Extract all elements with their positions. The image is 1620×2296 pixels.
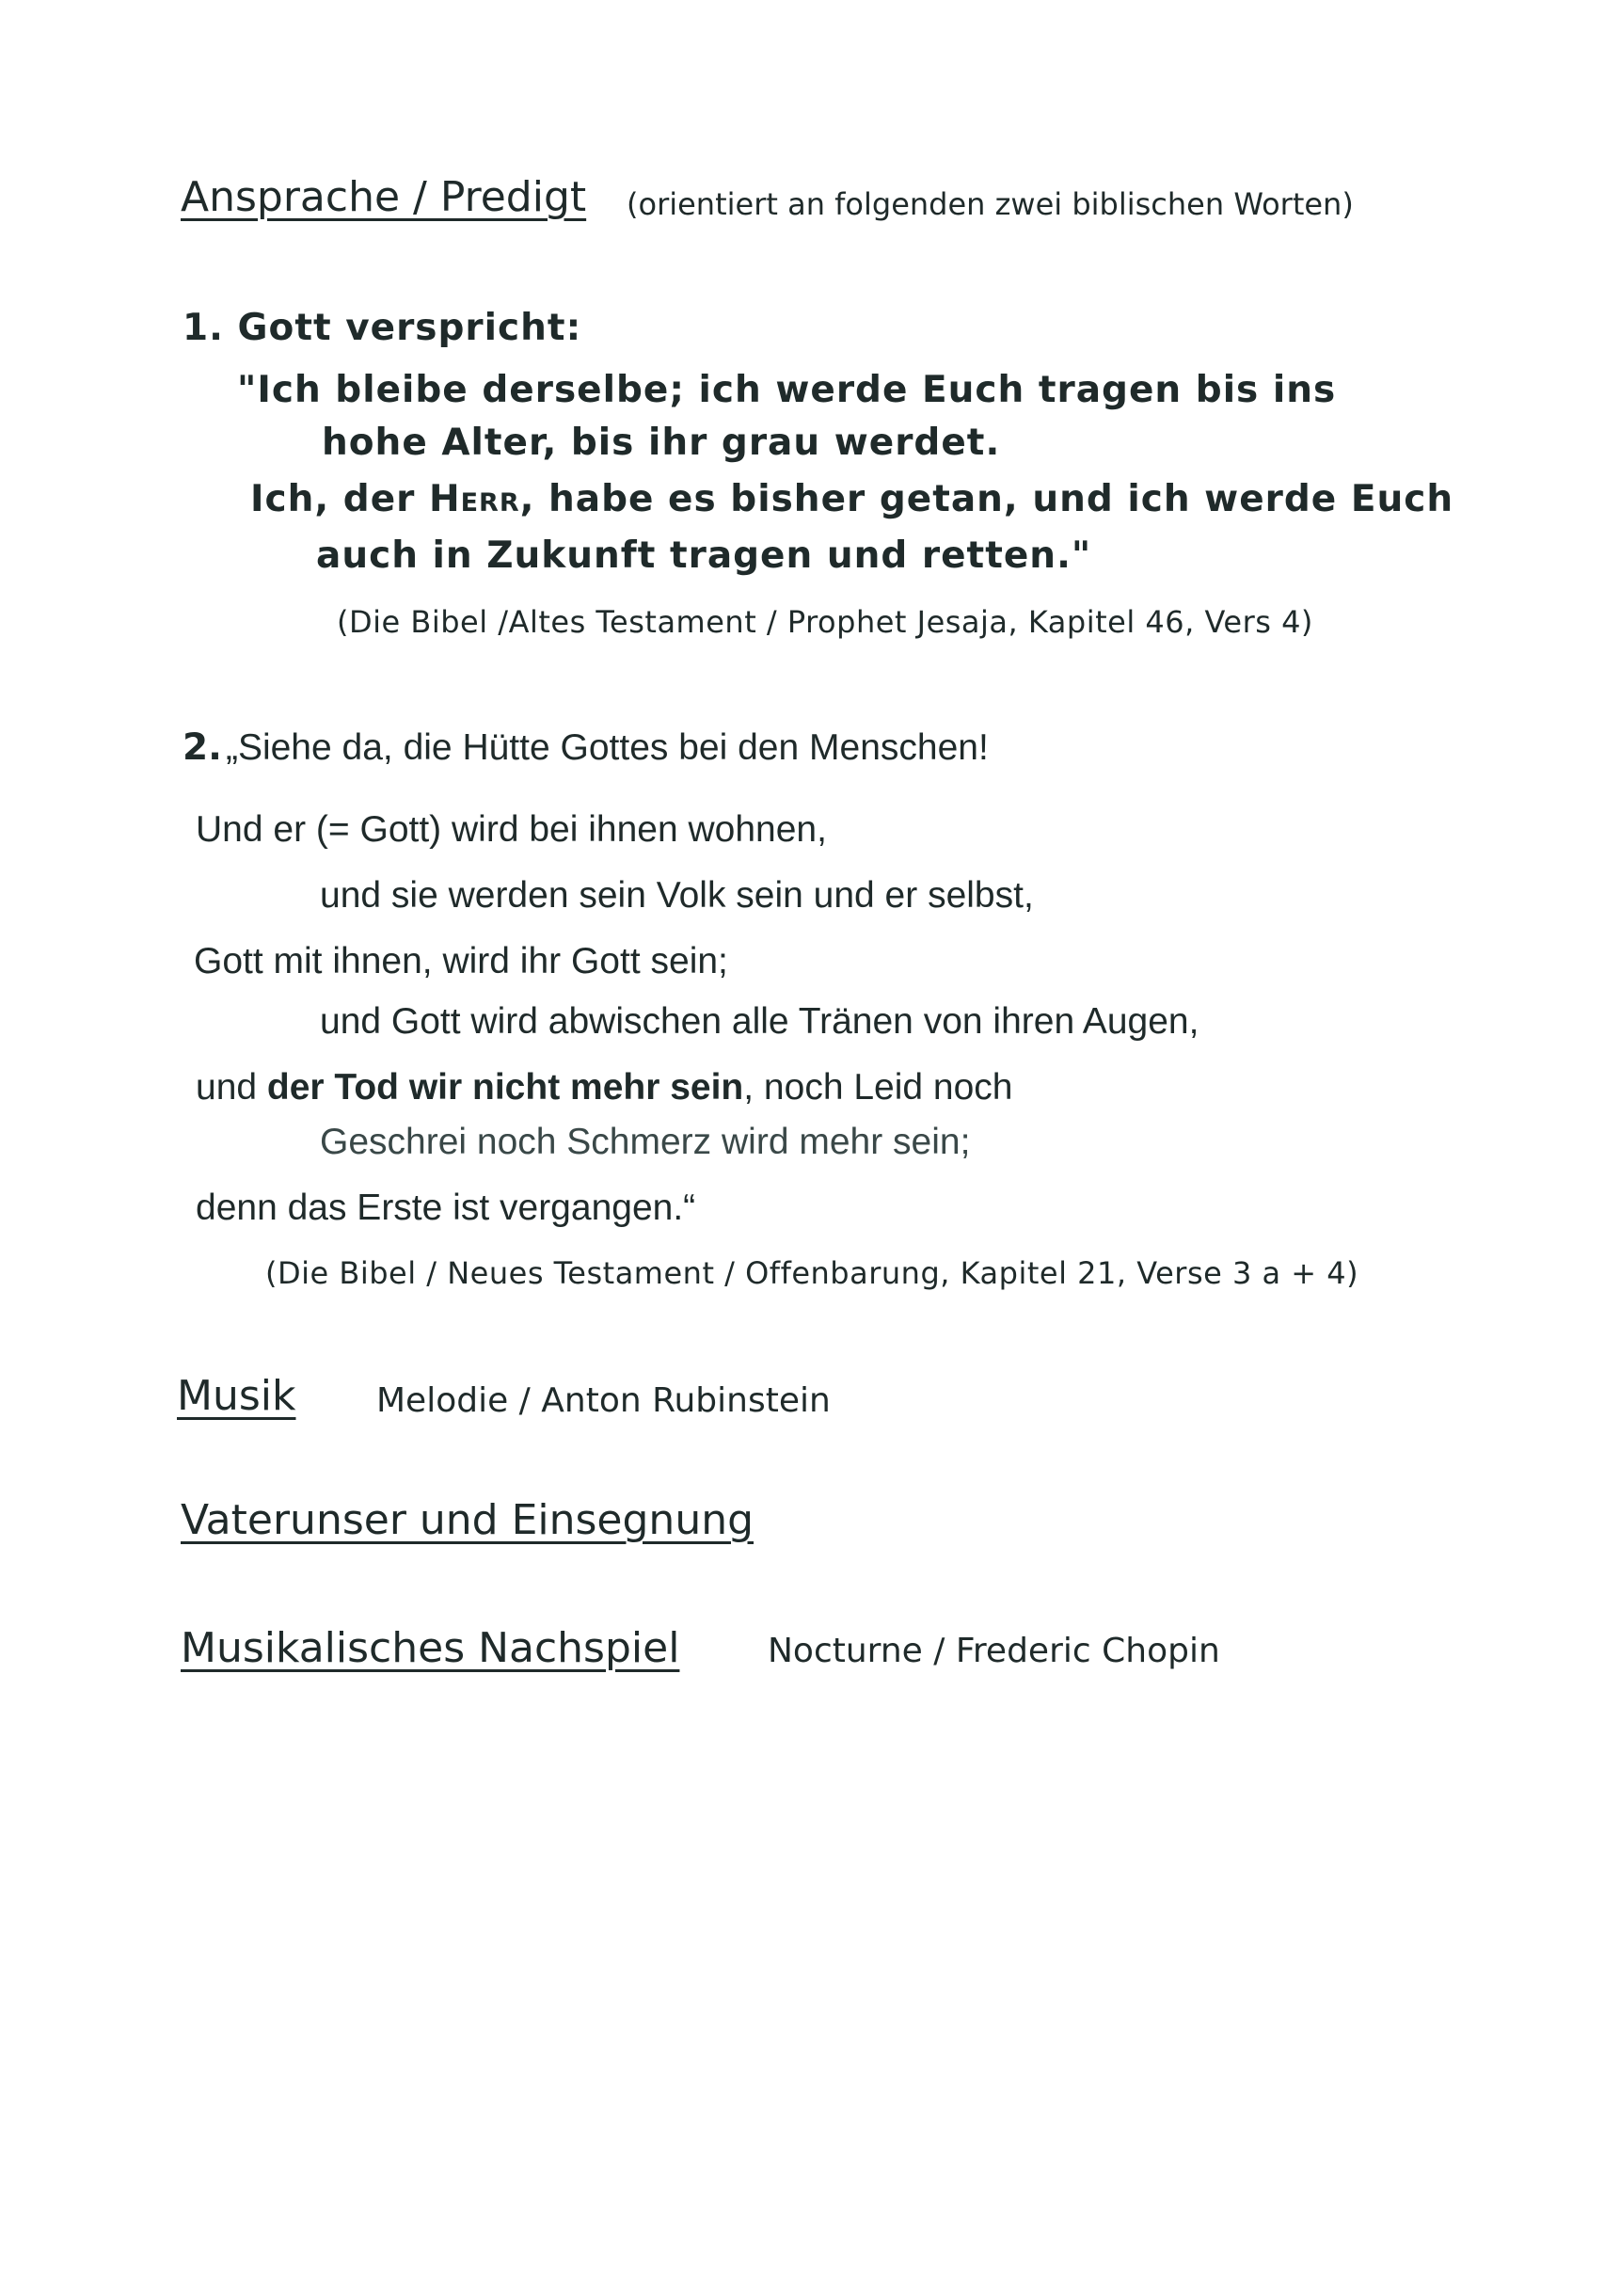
item2-line2: Und er (= Gott) wird bei ihnen wohnen, bbox=[196, 809, 827, 850]
item2-reference: (Die Bibel / Neues Testament / Offenbarung, Kapitel 21, Verse 3 a + 4) bbox=[265, 1255, 1359, 1291]
item2-line4: Gott mit ihnen, wird ihr Gott sein; bbox=[194, 941, 728, 981]
item1-number: 1. bbox=[183, 307, 224, 349]
item2-line1: „Siehe da, die Hütte Gottes bei den Menschen! bbox=[225, 727, 989, 768]
item1-line4: auch in Zukunft tragen und retten." bbox=[316, 534, 1092, 577]
item2-number: 2. bbox=[183, 726, 222, 769]
postlude-heading: Musikalisches Nachspiel bbox=[181, 1624, 680, 1672]
music-heading: Musik bbox=[177, 1372, 296, 1420]
item2-line7: Geschrei noch Schmerz wird mehr sein; bbox=[320, 1122, 971, 1162]
postlude-detail: Nocturne / Frederic Chopin bbox=[768, 1632, 1220, 1670]
item2-heading bbox=[183, 726, 989, 769]
music-detail: Melodie / Anton Rubinstein bbox=[376, 1381, 831, 1420]
item1-intro: Gott verspricht: bbox=[237, 307, 582, 349]
item2-line3: und sie werden sein Volk sein und er selbst, bbox=[320, 875, 1034, 916]
item2-emphasis: der Tod wir nicht mehr sein bbox=[266, 1067, 744, 1108]
blessing-heading: Vaterunser und Einsegnung bbox=[181, 1496, 754, 1544]
herr-smallcaps: Herr bbox=[428, 478, 520, 520]
item1-line2: hohe Alter, bis ihr grau werdet. bbox=[322, 422, 1001, 464]
item1-heading bbox=[183, 307, 581, 349]
sermon-heading: Ansprache / Predigt bbox=[181, 173, 587, 221]
item2-line6: und der Tod wir nicht mehr sein, noch Leid noch bbox=[196, 1067, 1013, 1108]
item1-line3: Ich, der Herr, habe es bisher getan, und ich werde Euch bbox=[250, 478, 1454, 520]
item2-line8: denn das Erste ist vergangen.“ bbox=[196, 1188, 696, 1228]
item2-line5: und Gott wird abwischen alle Tränen von ihren Augen, bbox=[320, 1001, 1199, 1042]
item1-line1: "Ich bleibe derselbe; ich werde Euch tragen bis ins bbox=[237, 369, 1337, 411]
sermon-note: (orientiert an folgenden zwei biblischen Worten) bbox=[627, 186, 1354, 222]
item1-reference: (Die Bibel /Altes Testament / Prophet Jesaja, Kapitel 46, Vers 4) bbox=[337, 604, 1313, 640]
